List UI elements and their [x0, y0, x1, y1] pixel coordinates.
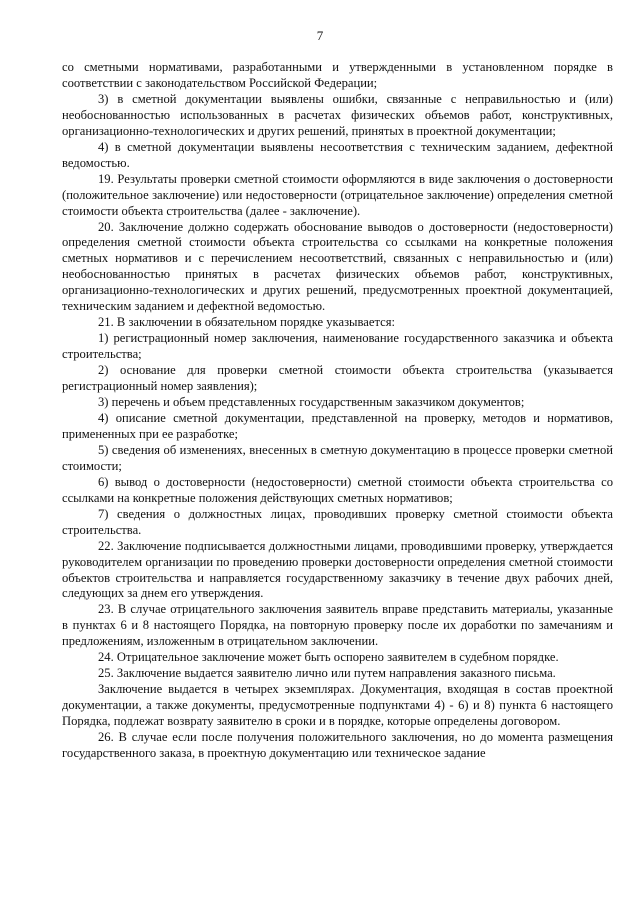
paragraph-19: 19. Результаты проверки сметной стоимости оформляются в виде заключения о достоверности (положительное заключение) или недостоверности (отрицательное заключение) определения сметной стоимости объекта строительства (далее - заключение).: [62, 171, 613, 218]
paragraph-21-item-5: 5) сведения об изменениях, внесенных в сметную документацию в процессе проверки сметной стоимости;: [62, 442, 613, 473]
paragraph-21: 21. В заключении в обязательном порядке указывается:: [98, 315, 396, 330]
paragraph-item-3: 3) в сметной документации выявлены ошибки, связанные с неправильностью и (или) необоснованностью использованных в расчетах физических объемов работ, конструктивных, организационно-технологических и других решений, принятых в проектной документации;: [62, 91, 613, 138]
document-body: [62, 60, 613, 762]
paragraph-21-item-6: 6) вывод о достоверности (недостоверности) сметной стоимости объекта строительства со ссылками на конкретные положения действующих сметных нормативов;: [62, 474, 613, 505]
paragraph-23: 23. В случае отрицательного заключения заявитель вправе представить материалы, указанные в пунктах 6 и 8 настоящего Порядка, на повторную проверку после их доработки по замечаниям и предложениям, изложенным в отрицательном заключении.: [62, 602, 613, 649]
paragraph-21-item-1: 1) регистрационный номер заключения, наименование государственного заказчика и объекта строительства;: [62, 331, 613, 362]
paragraph-21-item-2: 2) основание для проверки сметной стоимости объекта строительства (указывается регистрационный номер заявления);: [62, 363, 613, 394]
paragraph-22: 22. Заключение подписывается должностными лицами, проводившими проверку, утверждается руководителем организации по проведению проверки достоверности определения сметной стоимости объектов строительства и направляется государственному заказчику в течение двух рабочих дней, следующих за днем его утверждения.: [62, 538, 613, 601]
paragraph-25-continuation: Заключение выдается в четырех экземплярах. Документация, входящая в состав проектной документации, а также документы, предусмотренные подпунктами 4) - 6) и 8) пункта 6 настоящего Порядка, подлежат возврату заявителю в сроки и в порядке, которые определены договором.: [62, 682, 613, 729]
paragraph-25: 25. Заключение выдается заявителю лично или путем направления заказного письма.: [98, 666, 556, 681]
page-number: 7: [316, 28, 324, 43]
paragraph-21-item-7: 7) сведения о должностных лицах, проводивших проверку сметной стоимости объекта строительства.: [62, 506, 613, 537]
paragraph-continuation: со сметными нормативами, разработанными и утвержденными в установленном порядке в соответствии с законодательством Российской Федерации;: [62, 60, 613, 90]
paragraph-20: 20. Заключение должно содержать обоснование выводов о достоверности (недостоверности) определения сметной стоимости объекта строительства со ссылками на конкретные положения сметных нормативов и с перечислением несоответствий, связанных с неправильностью и (или) необоснованностью принятых в расчетах физических объемов работ, конструктивных, организационно-технологических и других решений, предусмотренных проектной документацией, техническим заданием и дефектной ведомостью.: [62, 219, 613, 314]
paragraph-item-4: 4) в сметной документации выявлены несоответствия с техническим заданием, дефектной ведомостью.: [62, 139, 613, 170]
paragraph-21-item-3: 3) перечень и объем представленных государственным заказчиком документов;: [98, 395, 525, 410]
paragraph-21-item-4: 4) описание сметной документации, представленной на проверку, методов и нормативов, примененных при ее разработке;: [62, 410, 613, 441]
paragraph-26: 26. В случае если после получения положительного заключения, но до момента размещения государственного заказа, в проектную документацию или техническое задание: [62, 730, 613, 760]
paragraph-24: 24. Отрицательное заключение может быть оспорено заявителем в судебном порядке.: [98, 650, 559, 665]
